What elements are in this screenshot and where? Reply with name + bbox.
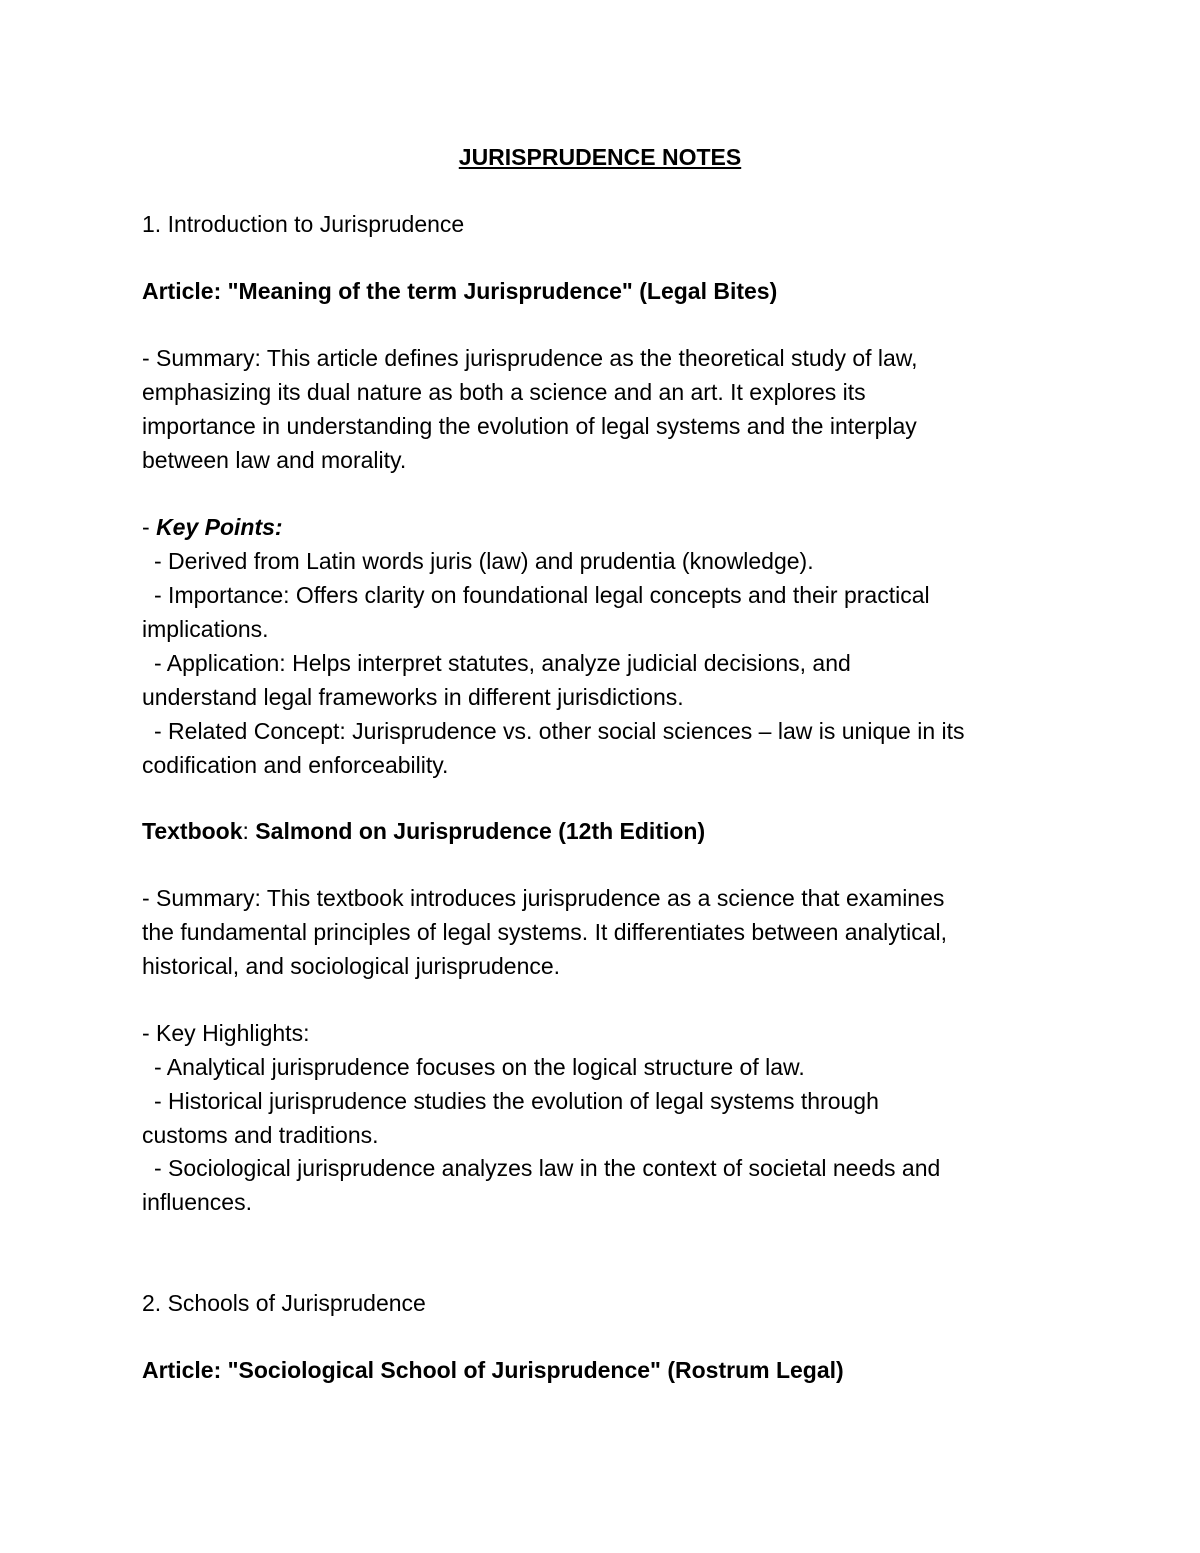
textbook-summary-line: - Summary: This textbook introduces jurisprudence as a science that examines [142,885,945,911]
key-points-heading [142,512,283,542]
key-highlights-heading: - Key Highlights: [142,1020,310,1046]
textbook-name: Salmond on Jurisprudence (12th Edition) [248,818,706,844]
key-points-dash: - [142,514,157,540]
textbook-label: Textbook [142,818,243,844]
highlight-line: - Historical jurisprudence studies the evolution of legal systems through [154,1088,879,1114]
highlight-line: customs and traditions. [142,1122,379,1148]
highlight-line: - Sociological jurisprudence analyzes law in the context of societal needs and [154,1155,941,1181]
section-2-heading: 2. Schools of Jurisprudence [142,1290,426,1316]
highlight-line: influences. [142,1189,252,1215]
article-1-title: Article: "Meaning of the term Jurisprudence" (Legal Bites) [142,278,778,304]
textbook-summary-line: the fundamental principles of legal systems. It differentiates between analytical, [142,919,948,945]
key-point-line: - Importance: Offers clarity on foundational legal concepts and their practical [154,582,930,608]
key-point-line: - Application: Helps interpret statutes, analyze judicial decisions, and [154,650,851,676]
key-point-line: codification and enforceability. [142,752,449,778]
article-summary-line: between law and morality. [142,447,407,473]
textbook-separator: : [242,818,249,844]
key-point-line: understand legal frameworks in different jurisdictions. [142,684,684,710]
textbook-summary-line: historical, and sociological jurisprudence. [142,953,561,979]
key-point-line: - Derived from Latin words juris (law) and prudentia (knowledge). [154,548,814,574]
textbook-title [142,816,705,846]
article-summary-line: importance in understanding the evolution of legal systems and the interplay [142,413,917,439]
article-summary-line: - Summary: This article defines jurisprudence as the theoretical study of law, [142,345,918,371]
document-title: JURISPRUDENCE NOTES [458,144,742,170]
highlight-line: - Analytical jurisprudence focuses on the logical structure of law. [154,1054,805,1080]
article-2-title: Article: "Sociological School of Jurisprudence" (Rostrum Legal) [142,1357,844,1383]
article-summary-line: emphasizing its dual nature as both a science and an art. It explores its [142,379,866,405]
key-points-label: Key Points: [156,514,283,540]
section-1-heading: 1. Introduction to Jurisprudence [142,211,465,237]
key-point-line: - Related Concept: Jurisprudence vs. other social sciences – law is unique in its [154,718,965,744]
key-point-line: implications. [142,616,269,642]
